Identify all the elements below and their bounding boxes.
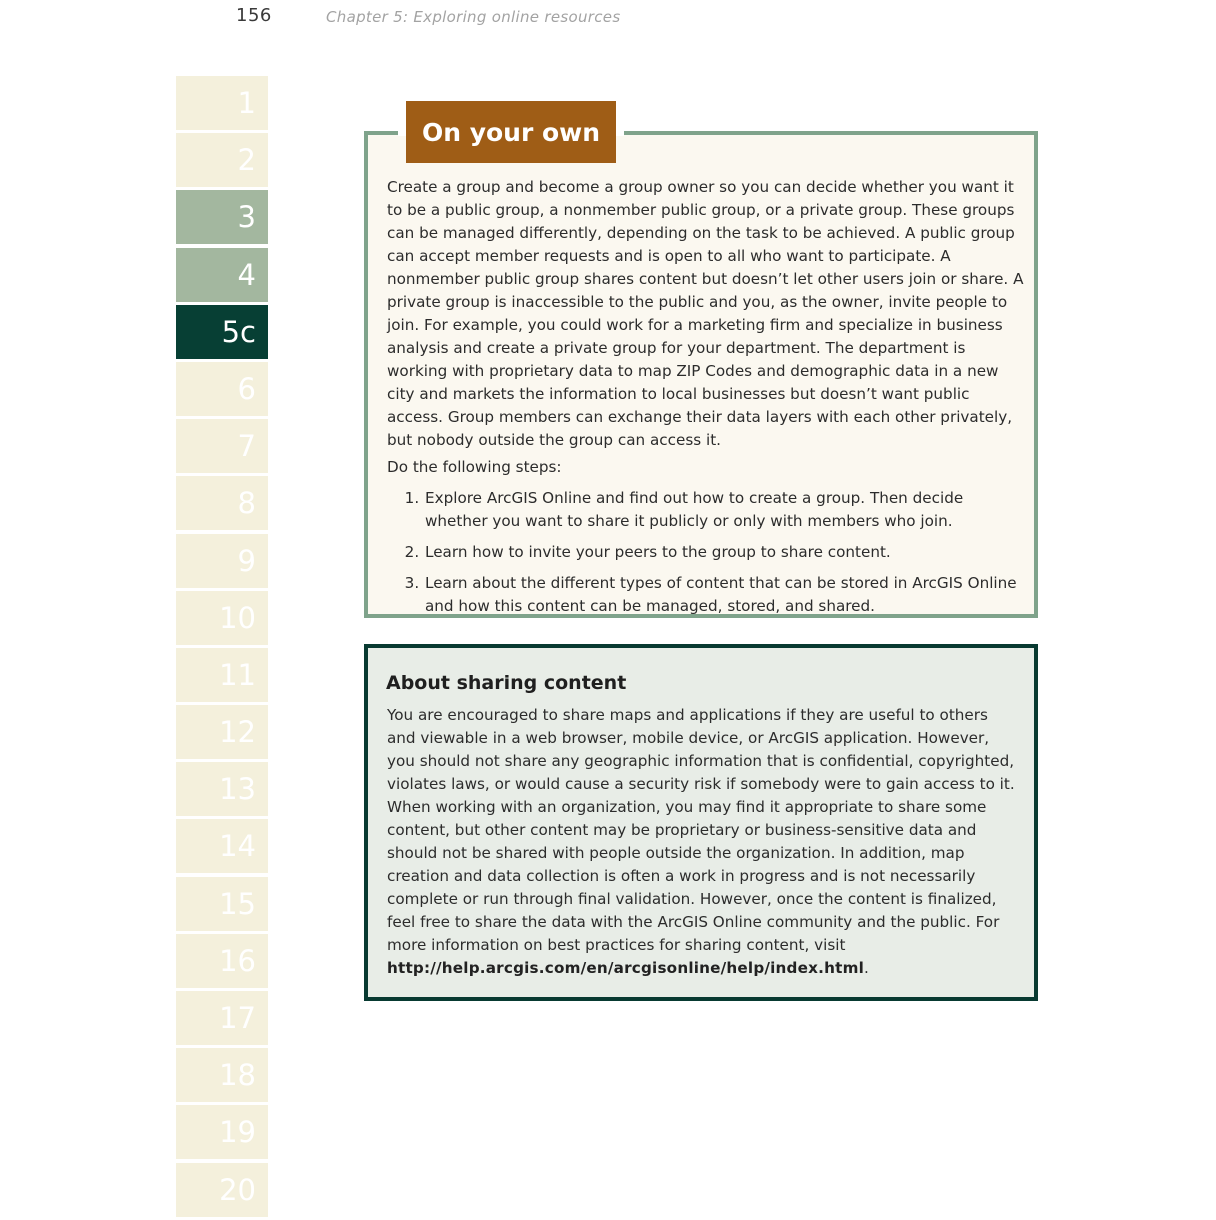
- about-sharing-box: [364, 644, 1038, 1001]
- chapter-tab-18[interactable]: 18: [176, 1048, 268, 1102]
- chapter-tab-14[interactable]: 14: [176, 819, 268, 873]
- about-sharing-text: You are encouraged to share maps and applications if they are useful to others and viewable in a web browser, mobile device, or ArcGIS application. However, you should not share any geographic information that is confidential, copyrighted, violates laws, or would cause a security risk if somebody were to gain access to it. When working with an organization, you may find it appropriate to share some content, but other content may be proprietary or business-sensitive data and should not be shared with people outside the organization. In addition, map creation and data collection is often a work in progress and is not necessarily complete or run through final validation. However, once the content is finalized, feel free to share the data with the ArcGIS Online community and the public. For more information on best practices for sharing content, visit: [387, 706, 1015, 954]
- chapter-tab-1[interactable]: 1: [176, 76, 268, 130]
- chapter-tab-3[interactable]: 3: [176, 190, 268, 244]
- chapter-tab-16[interactable]: 16: [176, 934, 268, 988]
- steps-list: [387, 487, 1025, 618]
- chapter-tab-12[interactable]: 12: [176, 705, 268, 759]
- chapter-tab-4[interactable]: 4: [176, 248, 268, 302]
- on-your-own-title: On your own: [406, 101, 616, 163]
- chapter-tab-2[interactable]: 2: [176, 133, 268, 187]
- chapter-tab-15[interactable]: 15: [176, 877, 268, 931]
- about-sharing-heading: About sharing content: [386, 672, 627, 694]
- chapter-tab-20[interactable]: 20: [176, 1163, 268, 1217]
- step-item: 3. Learn about the different types of content that can be stored in ArcGIS Online and how this content can be managed, stored, and shared.: [424, 572, 1025, 618]
- on-your-own-box: [364, 131, 1038, 618]
- steps-intro: Do the following steps:: [387, 458, 562, 476]
- page-number: 156: [236, 5, 272, 26]
- running-head: Chapter 5: Exploring online resources: [326, 8, 621, 26]
- help-link[interactable]: http://help.arcgis.com/en/arcgisonline/help/index.html: [387, 959, 864, 977]
- on-your-own-content: [387, 176, 1025, 626]
- chapter-tab-19[interactable]: 19: [176, 1105, 268, 1159]
- chapter-tab-strip: [176, 76, 268, 1220]
- chapter-tab-11[interactable]: 11: [176, 648, 268, 702]
- chapter-tab-13[interactable]: 13: [176, 762, 268, 816]
- chapter-tab-17[interactable]: 17: [176, 991, 268, 1045]
- about-sharing-end: .: [864, 959, 869, 977]
- chapter-tab-5c[interactable]: 5c: [176, 305, 268, 359]
- step-item: 2. Learn how to invite your peers to the group to share content.: [424, 541, 1025, 564]
- chapter-tab-8[interactable]: 8: [176, 476, 268, 530]
- step-item: 1. Explore ArcGIS Online and find out how to create a group. Then decide whether you want to share it publicly or only with members who join.: [424, 487, 1025, 533]
- chapter-tab-10[interactable]: 10: [176, 591, 268, 645]
- about-sharing-body: [387, 704, 1019, 980]
- chapter-tab-6[interactable]: 6: [176, 362, 268, 416]
- on-your-own-paragraph: Create a group and become a group owner so you can decide whether you want it to be a public group, a nonmember public group, or a private group. These groups can be managed differently, depending on the task to be achieved. A public group can accept member requests and is open to all who want to participate. A nonmember public group shares content but doesn’t let other users join or share. A private group is inaccessible to the public and you, as the owner, invite people to join. For example, you could work for a marketing firm and specialize in business analysis and create a private group for your department. The department is working with proprietary data to map ZIP Codes and demographic data in a new city and markets the information to local businesses but doesn’t want public access. Group members can exchange their data layers with each other privately, but nobody outside the group can access it.: [387, 178, 1024, 449]
- chapter-tab-9[interactable]: 9: [176, 534, 268, 588]
- chapter-tab-7[interactable]: 7: [176, 419, 268, 473]
